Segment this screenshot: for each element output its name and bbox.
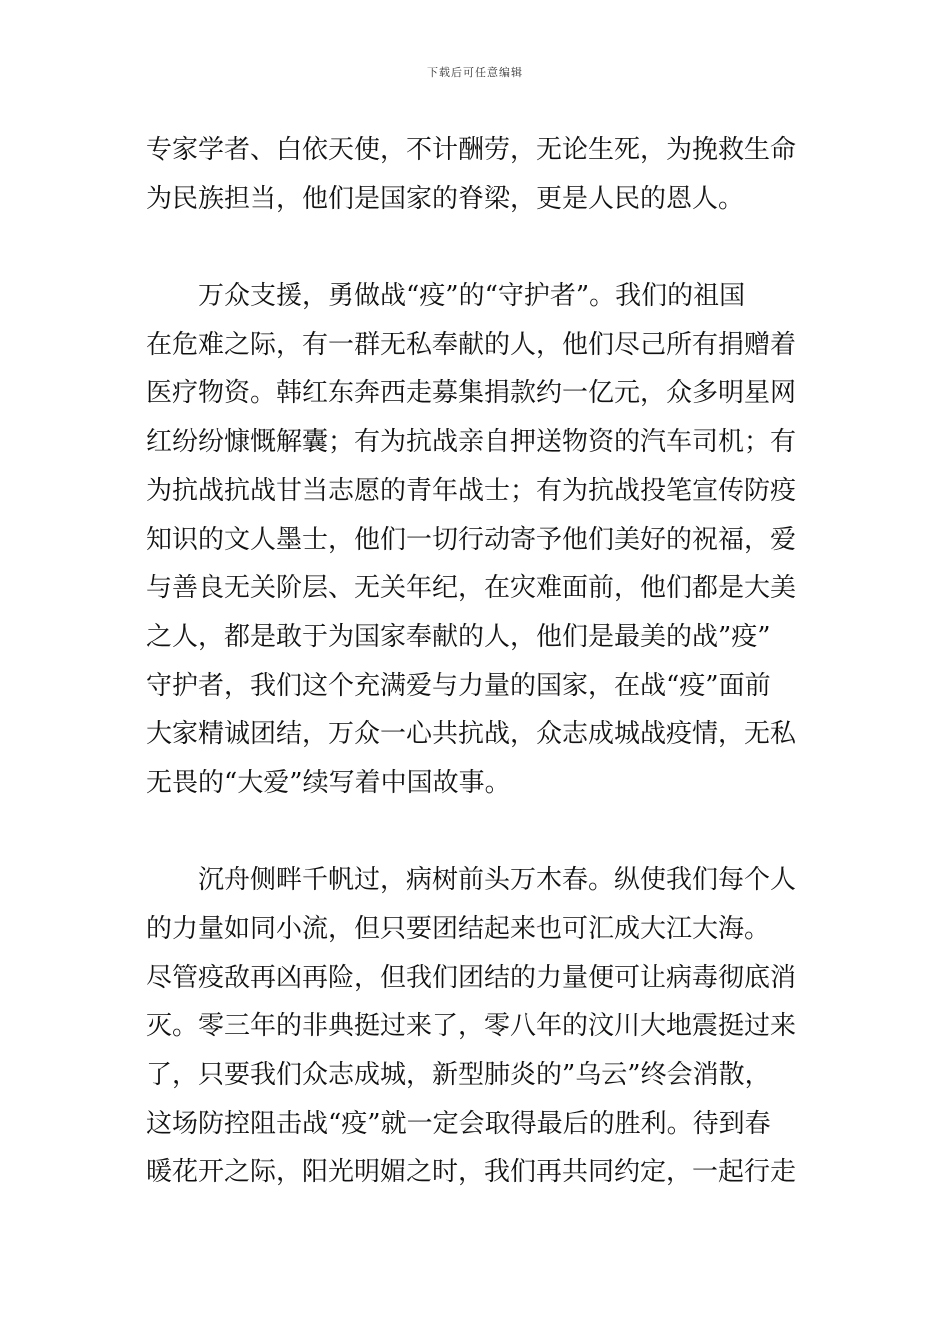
paragraph-2-line-10: 大家精诚团结，万众一心共抗战，众志成城战疫情，无私 xyxy=(146,719,797,750)
header-note: 下载后可任意编辑 xyxy=(427,66,523,79)
paragraph-2-line-2: 在危难之际，有一群无私奉献的人，他们尽己所有捐赠着 xyxy=(146,329,797,360)
paragraph-2-line-11: 无畏的“大爱”续写着中国故事。 xyxy=(146,767,511,798)
paragraph-3-line-4: 灭。零三年的非典挺过来了，零八年的汶川大地震挺过来 xyxy=(146,1011,797,1042)
paragraph-2-line-4: 红纷纷慷慨解囊；有为抗战亲自押送物资的汽车司机；有 xyxy=(146,427,797,458)
paragraph-2-line-5: 为抗战抗战甘当志愿的青年战士；有为抗战投笔宣传防疫 xyxy=(146,475,797,506)
paragraph-3-line-7: 暖花开之际，阳光明媚之时，我们再共同约定，一起行走 xyxy=(146,1157,797,1188)
paragraph-2-line-9: 守护者，我们这个充满爱与力量的国家，在战“疫”面前 xyxy=(146,670,771,701)
paragraph-3-line-3: 尽管疫敌再凶再险，但我们团结的力量便可让病毒彻底消 xyxy=(146,962,797,993)
paragraph-2-line-7: 与善良无关阶层、无关年纪，在灾难面前，他们都是大美 xyxy=(146,573,797,604)
paragraph-2-line-8: 之人，都是敢于为国家奉献的人，他们是最美的战”疫” xyxy=(146,621,771,652)
paragraph-gap xyxy=(146,223,816,272)
body-text xyxy=(146,126,816,1197)
paragraph-2-line-3: 医疗物资。韩红东奔西走募集捐款约一亿元，众多明星网 xyxy=(146,378,797,409)
paragraph-3-line-2: 的力量如同小流，但只要团结起来也可汇成大江大海。 xyxy=(146,914,771,944)
paragraph-3-line-5: 了，只要我们众志成城，新型肺炎的”乌云”终会消散， xyxy=(146,1060,771,1091)
paragraph-1-line-2: 为民族担当，他们是国家的脊梁，更是人民的恩人。 xyxy=(146,183,745,214)
paragraph-2-line-1: 万众支援，勇做战“疫”的“守护者”。我们的祖国 xyxy=(198,281,746,312)
paragraph-gap xyxy=(146,808,816,857)
paragraph-1-line-1: 专家学者、白依天使，不计酬劳，无论生死，为挽救生命 xyxy=(146,135,797,165)
paragraph-3-line-6: 这场防控阻击战“疫”就一定会取得最后的胜利。待到春 xyxy=(146,1108,771,1139)
paragraph-2-line-6: 知识的文人墨士，他们一切行动寄予他们美好的祝福，爱 xyxy=(146,524,797,555)
paragraph-3-line-1: 沉舟侧畔千帆过，病树前头万木春。纵使我们每个人 xyxy=(198,865,797,896)
